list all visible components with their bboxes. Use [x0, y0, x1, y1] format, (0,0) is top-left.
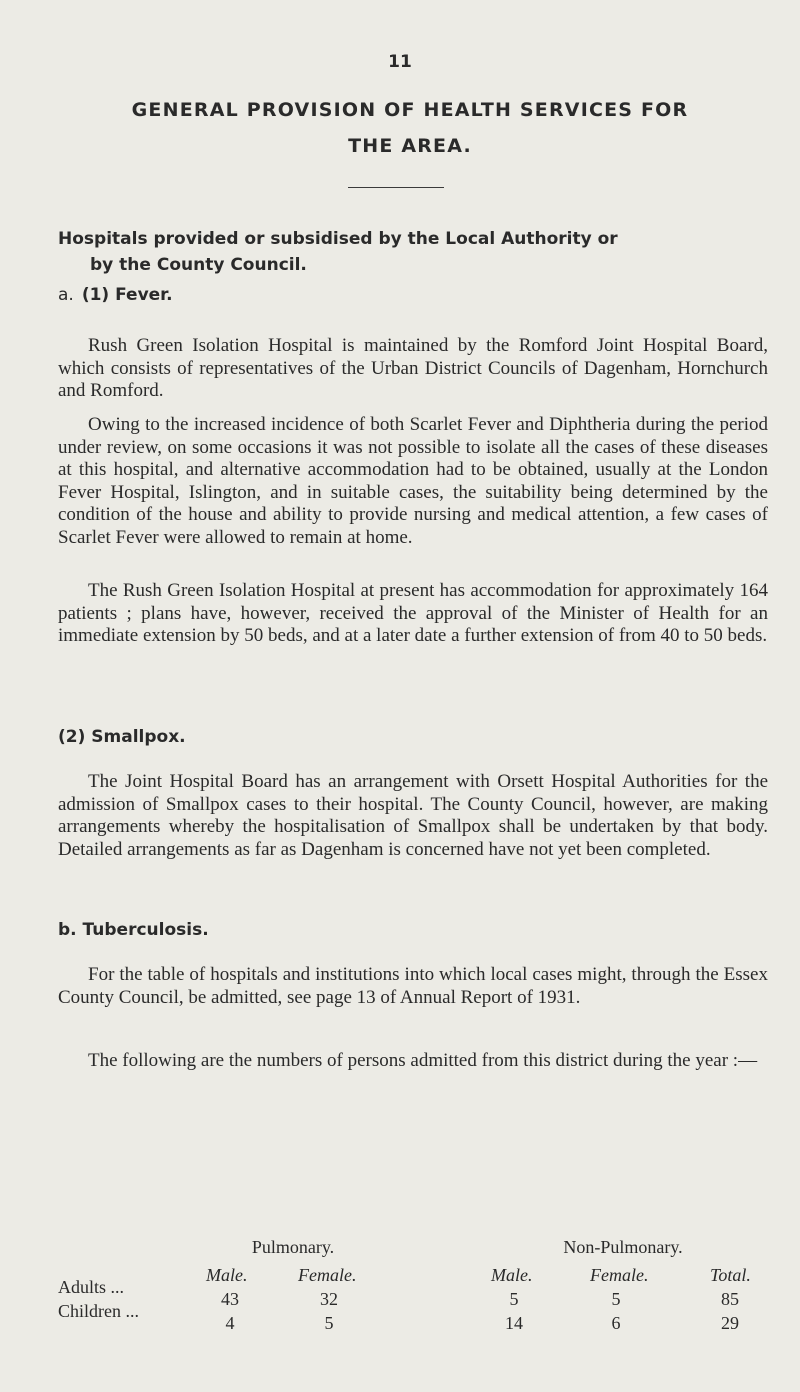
- children-pulmonary-female: 5: [324, 1313, 334, 1333]
- header-nonpulmonary-male: Male.: [491, 1265, 533, 1285]
- title-line-2: THE AREA.: [348, 135, 472, 157]
- fever-paragraph-3: The Rush Green Isolation Hospital at present has accommodation for approximately 164 patients ; plans have, however, received the approval of the Minister of Health for an immediate extension by 50 beds, and at a later date a further extension of from 40 to 50 beds.: [58, 580, 768, 647]
- row-adults-label: Adults: [58, 1277, 107, 1297]
- adults-total: 85: [721, 1289, 739, 1309]
- children-nonpulmonary-female: 6: [611, 1313, 621, 1333]
- header-pulmonary-female: Female.: [298, 1265, 357, 1285]
- header-non-pulmonary: Non-Pulmonary.: [563, 1237, 683, 1257]
- page-number: 11: [388, 52, 412, 72]
- children-pulmonary-male: 4: [225, 1313, 235, 1333]
- row-children-label: Children: [58, 1301, 121, 1321]
- fever-heading: [58, 285, 173, 305]
- tuberculosis-heading: b. Tuberculosis.: [58, 920, 209, 940]
- row-label-adults: [58, 1277, 124, 1298]
- section-heading-line-2: by the County Council.: [90, 255, 307, 275]
- header-nonpulmonary-female: Female.: [590, 1265, 649, 1285]
- children-total: 29: [721, 1313, 739, 1333]
- tuberculosis-paragraph-2: The following are the numbers of persons admitted from this district during the year :—: [88, 1050, 758, 1071]
- row-children-leader: ...: [125, 1301, 139, 1321]
- section-heading-line-1: Hospitals provided or subsidised by the Local Authority or: [58, 229, 618, 249]
- header-pulmonary-male: Male.: [206, 1265, 248, 1285]
- page-title: [80, 92, 740, 164]
- adults-pulmonary-male: 43: [221, 1289, 239, 1309]
- smallpox-heading: (2) Smallpox.: [58, 727, 186, 747]
- children-nonpulmonary-male: 14: [505, 1313, 523, 1333]
- section-heading: [58, 226, 768, 278]
- header-total: Total.: [710, 1265, 751, 1285]
- adults-nonpulmonary-female: 5: [611, 1289, 621, 1309]
- title-line-1: GENERAL PROVISION OF HEALTH SERVICES FOR: [131, 99, 689, 121]
- fever-letter: a.: [58, 285, 74, 305]
- adults-pulmonary-female: 32: [320, 1289, 338, 1309]
- fever-paragraph-1: Rush Green Isolation Hospital is maintained by the Romford Joint Hospital Board, which consists of representatives of the Urban District Councils of Dagenham, Hornchurch and Romford.: [58, 335, 768, 402]
- row-adults-leader: ...: [110, 1277, 125, 1297]
- tuberculosis-paragraph-1: For the table of hospitals and institutions into which local cases might, through the Essex County Council, be admitted, see page 13 of Annual Report of 1931.: [58, 964, 768, 1008]
- title-divider: [348, 187, 444, 188]
- fever-heading-text: (1) Fever.: [81, 285, 173, 305]
- header-pulmonary: Pulmonary.: [251, 1237, 335, 1257]
- adults-nonpulmonary-male: 5: [509, 1289, 519, 1309]
- row-label-children: [58, 1301, 139, 1322]
- fever-paragraph-2: Owing to the increased incidence of both Scarlet Fever and Diphtheria during the period under review, on some occasions it was not possible to isolate all the cases of these diseases at this hospital, and alternative accommodation had to be obtained, usually at the London Fever Hospital, Islington, and in suitable cases, the suitability being determined by the condition of the house and ability to provide nursing and medical attention, a few cases of Scarlet Fever were allowed to remain at home.: [58, 414, 768, 548]
- smallpox-paragraph: The Joint Hospital Board has an arrangement with Orsett Hospital Authorities for the admission of Smallpox cases to their hospital. The County Council, however, are making arrangements whereby the hospitalisation of Smallpox shall be undertaken by that body. Detailed arrangements as far as Dagenham is concerned have not yet been completed.: [58, 771, 768, 860]
